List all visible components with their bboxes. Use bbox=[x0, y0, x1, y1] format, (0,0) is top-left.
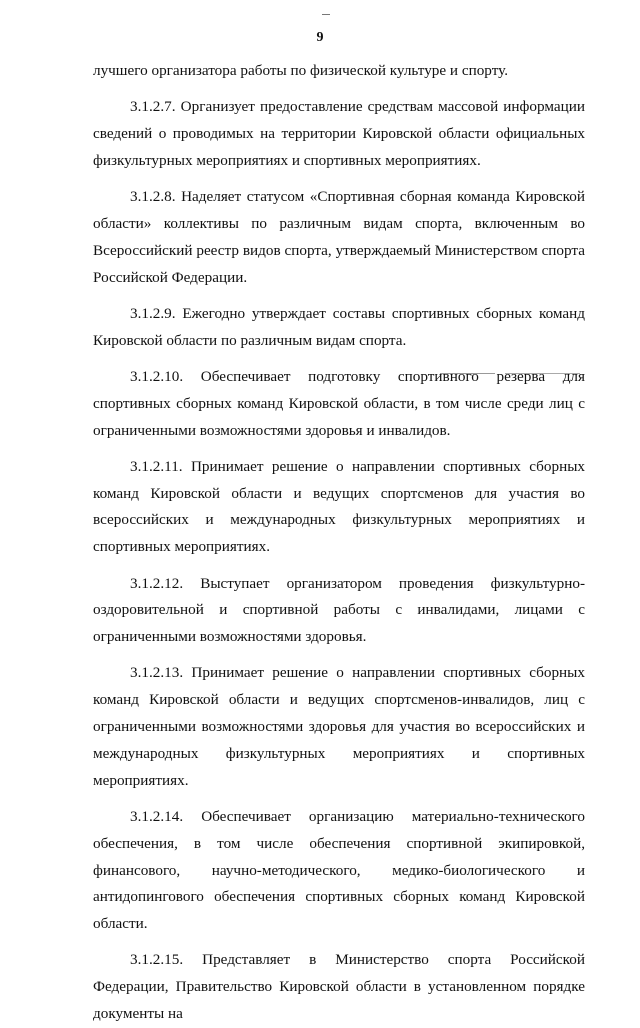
paragraph-3-1-2-12: 3.1.2.12. Выступает организатором проведения физкультурно-оздоровительной и спортивной работы с инвалидами, лицами с ограниченными возможностями здоровья. bbox=[93, 574, 585, 646]
paragraph-3-1-2-10: 3.1.2.10. Обеспечивает подготовку спортивного резерва для спортивных сборных команд Кировской области, в том числе среди лиц с ограниченными возможностями здоровья и инвалидов. bbox=[93, 367, 585, 439]
paragraph-3-1-2-13: 3.1.2.13. Принимает решение о направлении спортивных сборных команд Кировской области и ведущих спортсменов-инвалидов, лиц с ограниченными возможностями здоровья для участия во всероссийских и международных физкультурных мероприятиях и спортивных мероприятиях. bbox=[93, 664, 585, 789]
page-number: 9 bbox=[316, 30, 324, 45]
paragraph-3-1-2-8: 3.1.2.8. Наделяет статусом «Спортивная сборная команда Кировской области» коллективы по различным видам спорта, включенным во Всероссийский реестр видов спорта, утверждаемый Министерством спорта Российской Федерации. bbox=[93, 188, 585, 286]
paragraph-continuation: лучшего организатора работы по физической культуре и спорту. bbox=[93, 62, 509, 79]
scan-artifact bbox=[322, 14, 330, 15]
paragraph-3-1-2-11: 3.1.2.11. Принимает решение о направлении спортивных сборных команд Кировской области и ведущих спортсменов для участия во всероссийских и международных физкультурных мероприятиях и спортивных мероприятиях. bbox=[93, 457, 585, 556]
paragraph-3-1-2-15: 3.1.2.15. Представляет в Министерство спорта Российской Федерации, Правительство Кировской области в установленном порядке документы на bbox=[93, 951, 585, 1022]
body-text bbox=[93, 58, 585, 1028]
paragraph-3-1-2-9: 3.1.2.9. Ежегодно утверждает составы спортивных сборных команд Кировской области по различным видам спорта. bbox=[93, 304, 585, 349]
paragraph-3-1-2-14: 3.1.2.14. Обеспечивает организацию материально-технического обеспечения, в том числе обеспечения спортивной экипировкой, финансового, научно-методического, медико-биологического и антидопингового обеспечения спортивных сборных команд Кировской области. bbox=[93, 807, 585, 933]
paragraph-3-1-2-7: 3.1.2.7. Организует предоставление средствам массовой информации сведений о проводимых на территории Кировской области официальных физкультурных мероприятиях и спортивных мероприятиях. bbox=[93, 98, 585, 169]
